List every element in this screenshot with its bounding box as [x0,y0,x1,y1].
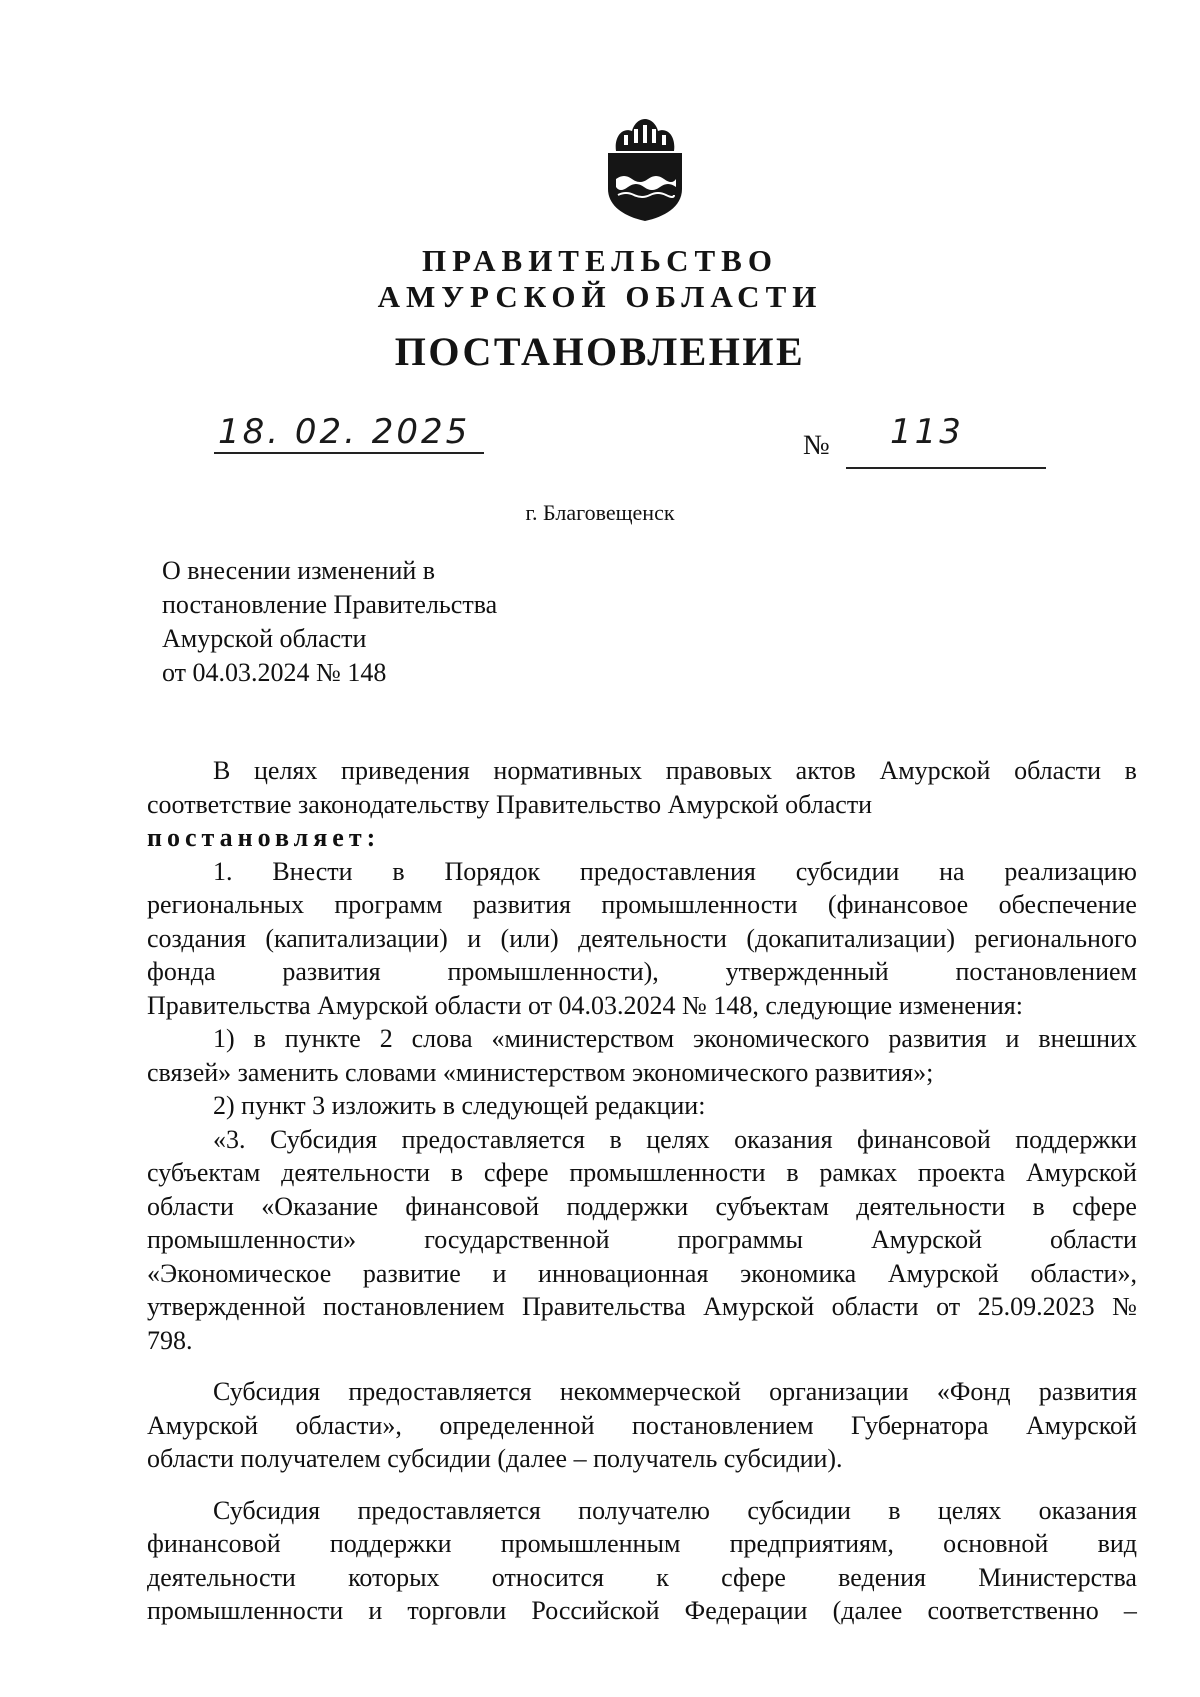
subject-line: О внесении изменений в [162,556,436,585]
word: проекта [917,1158,1006,1187]
word: поддержки [1015,1124,1137,1154]
word: предоставления [579,856,756,886]
word: (или) [500,923,559,953]
body-line [147,1561,1137,1595]
body-line [147,922,1137,956]
header-government: ПРАВИТЕЛЬСТВО [422,243,778,278]
word: оказания [734,1124,833,1154]
word: промышленности [569,1158,766,1187]
word: утвержденной [147,1292,306,1321]
word: поддержки [566,1191,689,1221]
document-subject [162,554,582,690]
body-line [147,888,1137,922]
number-underline [846,467,1046,469]
word: и [492,1258,507,1288]
word: пункте [284,1024,361,1053]
word: Амурской [1025,1410,1137,1440]
word: оказания [1038,1495,1137,1525]
word: актов [795,756,856,785]
word: финансовой [405,1191,540,1221]
word: Субсидия [213,1377,321,1406]
word: постановлением [323,1292,505,1321]
word: субъектам [147,1158,261,1187]
word: к [656,1562,669,1592]
word: «министерством [491,1024,675,1053]
word: в [450,1158,464,1187]
word: деятельности [281,1158,430,1187]
word: в [253,1024,266,1053]
header-doc-type: ПОСТАНОВЛЕНИЕ [394,329,806,374]
word: определенной [439,1410,595,1440]
word: промышленности [147,1596,344,1625]
body-line: 798. [147,1325,193,1355]
word: внешних [1038,1024,1137,1053]
word: Субсидия [270,1124,378,1154]
word: предоставляется [348,1377,532,1406]
word: области», [1030,1258,1137,1288]
word: области [831,1292,919,1321]
word: развития [472,890,572,919]
body-line [147,1190,1137,1224]
word: экономика [740,1258,857,1288]
word: области», [295,1410,402,1440]
word: реализацию [1004,856,1137,886]
body-line: Правительства Амурской области от 04.03.2024 № 148, следующие изменения: [147,990,1023,1020]
body-line [147,1594,1137,1628]
word: предоставляется [401,1124,585,1154]
word: В [213,756,231,785]
date-underline [214,452,484,454]
word: в [888,1495,901,1525]
body-line [147,1156,1137,1190]
word: программы [677,1225,804,1254]
amur-coat-of-arms-emblem [600,117,690,222]
word: поддержки [329,1529,452,1558]
word: «3. [213,1124,246,1154]
body-line [147,754,1137,788]
word: финансовой [147,1529,281,1558]
subject-line: Амурской области [162,624,367,653]
word: (далее [832,1596,903,1625]
word: и [368,1596,383,1625]
word: торговли [407,1596,507,1625]
word: 2 [379,1024,393,1053]
body-line: области получателем субсидии (далее – получатель субсидии). [147,1444,843,1473]
word: Правительства [522,1292,686,1321]
document-body [147,754,1137,1628]
word: «Оказание [261,1191,379,1221]
word: организации [769,1377,909,1406]
word: Российской [531,1596,660,1625]
word: правовых [665,756,772,785]
body-line [147,1123,1137,1157]
word: государственной [424,1225,610,1254]
word: в [609,1124,622,1154]
word: постановлением [955,957,1137,986]
word: и [1005,1024,1020,1053]
body-line [147,1290,1137,1324]
subject-line: постановление Правительства [162,590,498,619]
word: некоммерческой [559,1377,741,1406]
word: целях [937,1495,1002,1525]
word: и [467,923,482,953]
word: субъектам [715,1191,829,1221]
word: промышленности), [447,957,659,986]
body-line [147,1022,1137,1056]
word: сфере [721,1562,786,1592]
word: (капитализации) [265,923,448,953]
word: предприятиям, [729,1529,894,1558]
word: развитие [362,1258,461,1288]
word: промышленности» [147,1225,357,1254]
word: Амурской [1025,1158,1137,1187]
body-line [147,955,1137,989]
word: Внести [272,856,353,886]
word: регионального [974,923,1137,953]
word: в [1032,1191,1045,1221]
body-line [147,1527,1137,1561]
word: 1. [213,856,233,886]
word: деятельности [578,923,727,953]
word: субсидии [795,856,900,886]
word: утвержденный [725,957,889,986]
word: ведения [838,1562,927,1592]
document-number-handwritten: 113 [890,412,964,452]
word: постановлением [632,1410,814,1440]
word: Амурской [703,1292,815,1321]
word: Амурской [871,1225,983,1254]
word: основной [943,1529,1049,1558]
word: слова [411,1024,473,1053]
word: развития [282,957,381,986]
word: промышленным [500,1529,681,1558]
word: соответственно [927,1596,1099,1625]
document-date-handwritten: 18. 02. 2025 [218,412,471,452]
number-sign: № [803,430,830,461]
word: региональных [147,890,305,919]
word: (докапитализации) [746,923,956,953]
resolves-word: постановляет: [147,823,381,852]
word: в [392,856,405,886]
body-line [147,855,1137,889]
word: сфере [483,1158,549,1187]
word: Субсидия [213,1495,321,1525]
word: субсидии [747,1495,851,1525]
body-line: 2) пункт 3 изложить в следующей редакции: [213,1091,706,1120]
word: фонда [147,957,216,986]
body-line [147,1409,1137,1443]
word: деятельности [147,1562,296,1592]
word: целях [254,756,318,785]
body-line [147,1375,1137,1409]
word: экономического [693,1024,870,1053]
word: «Фонд [936,1377,1011,1406]
word: которых [348,1562,440,1592]
word: финансовой [857,1124,991,1154]
word: 1) [213,1024,235,1053]
word: обеспечение [998,890,1137,919]
body-line: связей» заменить словами «министерством экономического развития»; [147,1057,934,1087]
word: инновационная [538,1258,709,1288]
word: создания [147,923,246,953]
word: от [936,1292,961,1321]
word: области [147,1191,234,1221]
word: Амурской [887,1258,999,1288]
word: нормативных [493,756,643,785]
word: – [1123,1596,1137,1625]
word: Амурской [147,1410,258,1440]
word: Федерации [684,1596,808,1625]
body-line: соответствие законодательству Правительство Амурской области [147,789,873,819]
word: вид [1097,1529,1137,1558]
word: «Экономическое [147,1258,332,1288]
word: целях [646,1124,710,1154]
word: на [939,856,965,886]
body-line [147,1494,1137,1528]
subject-line: от 04.03.2024 № 148 [162,658,387,687]
word: развития [1038,1377,1137,1406]
word: предоставляется [357,1495,541,1525]
word: Амурской [879,756,991,785]
word: программ [334,890,443,919]
word: Порядок [444,856,541,886]
word: Министерства [978,1562,1137,1592]
word: деятельности [856,1191,1006,1221]
city: г. Благовещенск [525,500,675,525]
word: (финансовое [827,890,969,919]
word: № [1112,1292,1137,1321]
header-region: АМУРСКОЙ ОБЛАСТИ [377,279,823,314]
word: Губернатора [851,1410,989,1440]
word: относится [491,1562,604,1592]
word: промышленности [601,890,798,919]
word: приведения [341,756,470,785]
word: развития [888,1024,987,1053]
word: получателю [578,1495,710,1525]
body-line [147,1257,1137,1291]
word: в [786,1158,799,1187]
word: области [1050,1225,1137,1254]
word: сфере [1072,1191,1137,1221]
word: области [1014,756,1102,785]
word: в [1124,756,1137,785]
word: рамках [819,1158,898,1187]
body-line [147,1223,1137,1257]
word: 25.09.2023 [977,1292,1095,1321]
